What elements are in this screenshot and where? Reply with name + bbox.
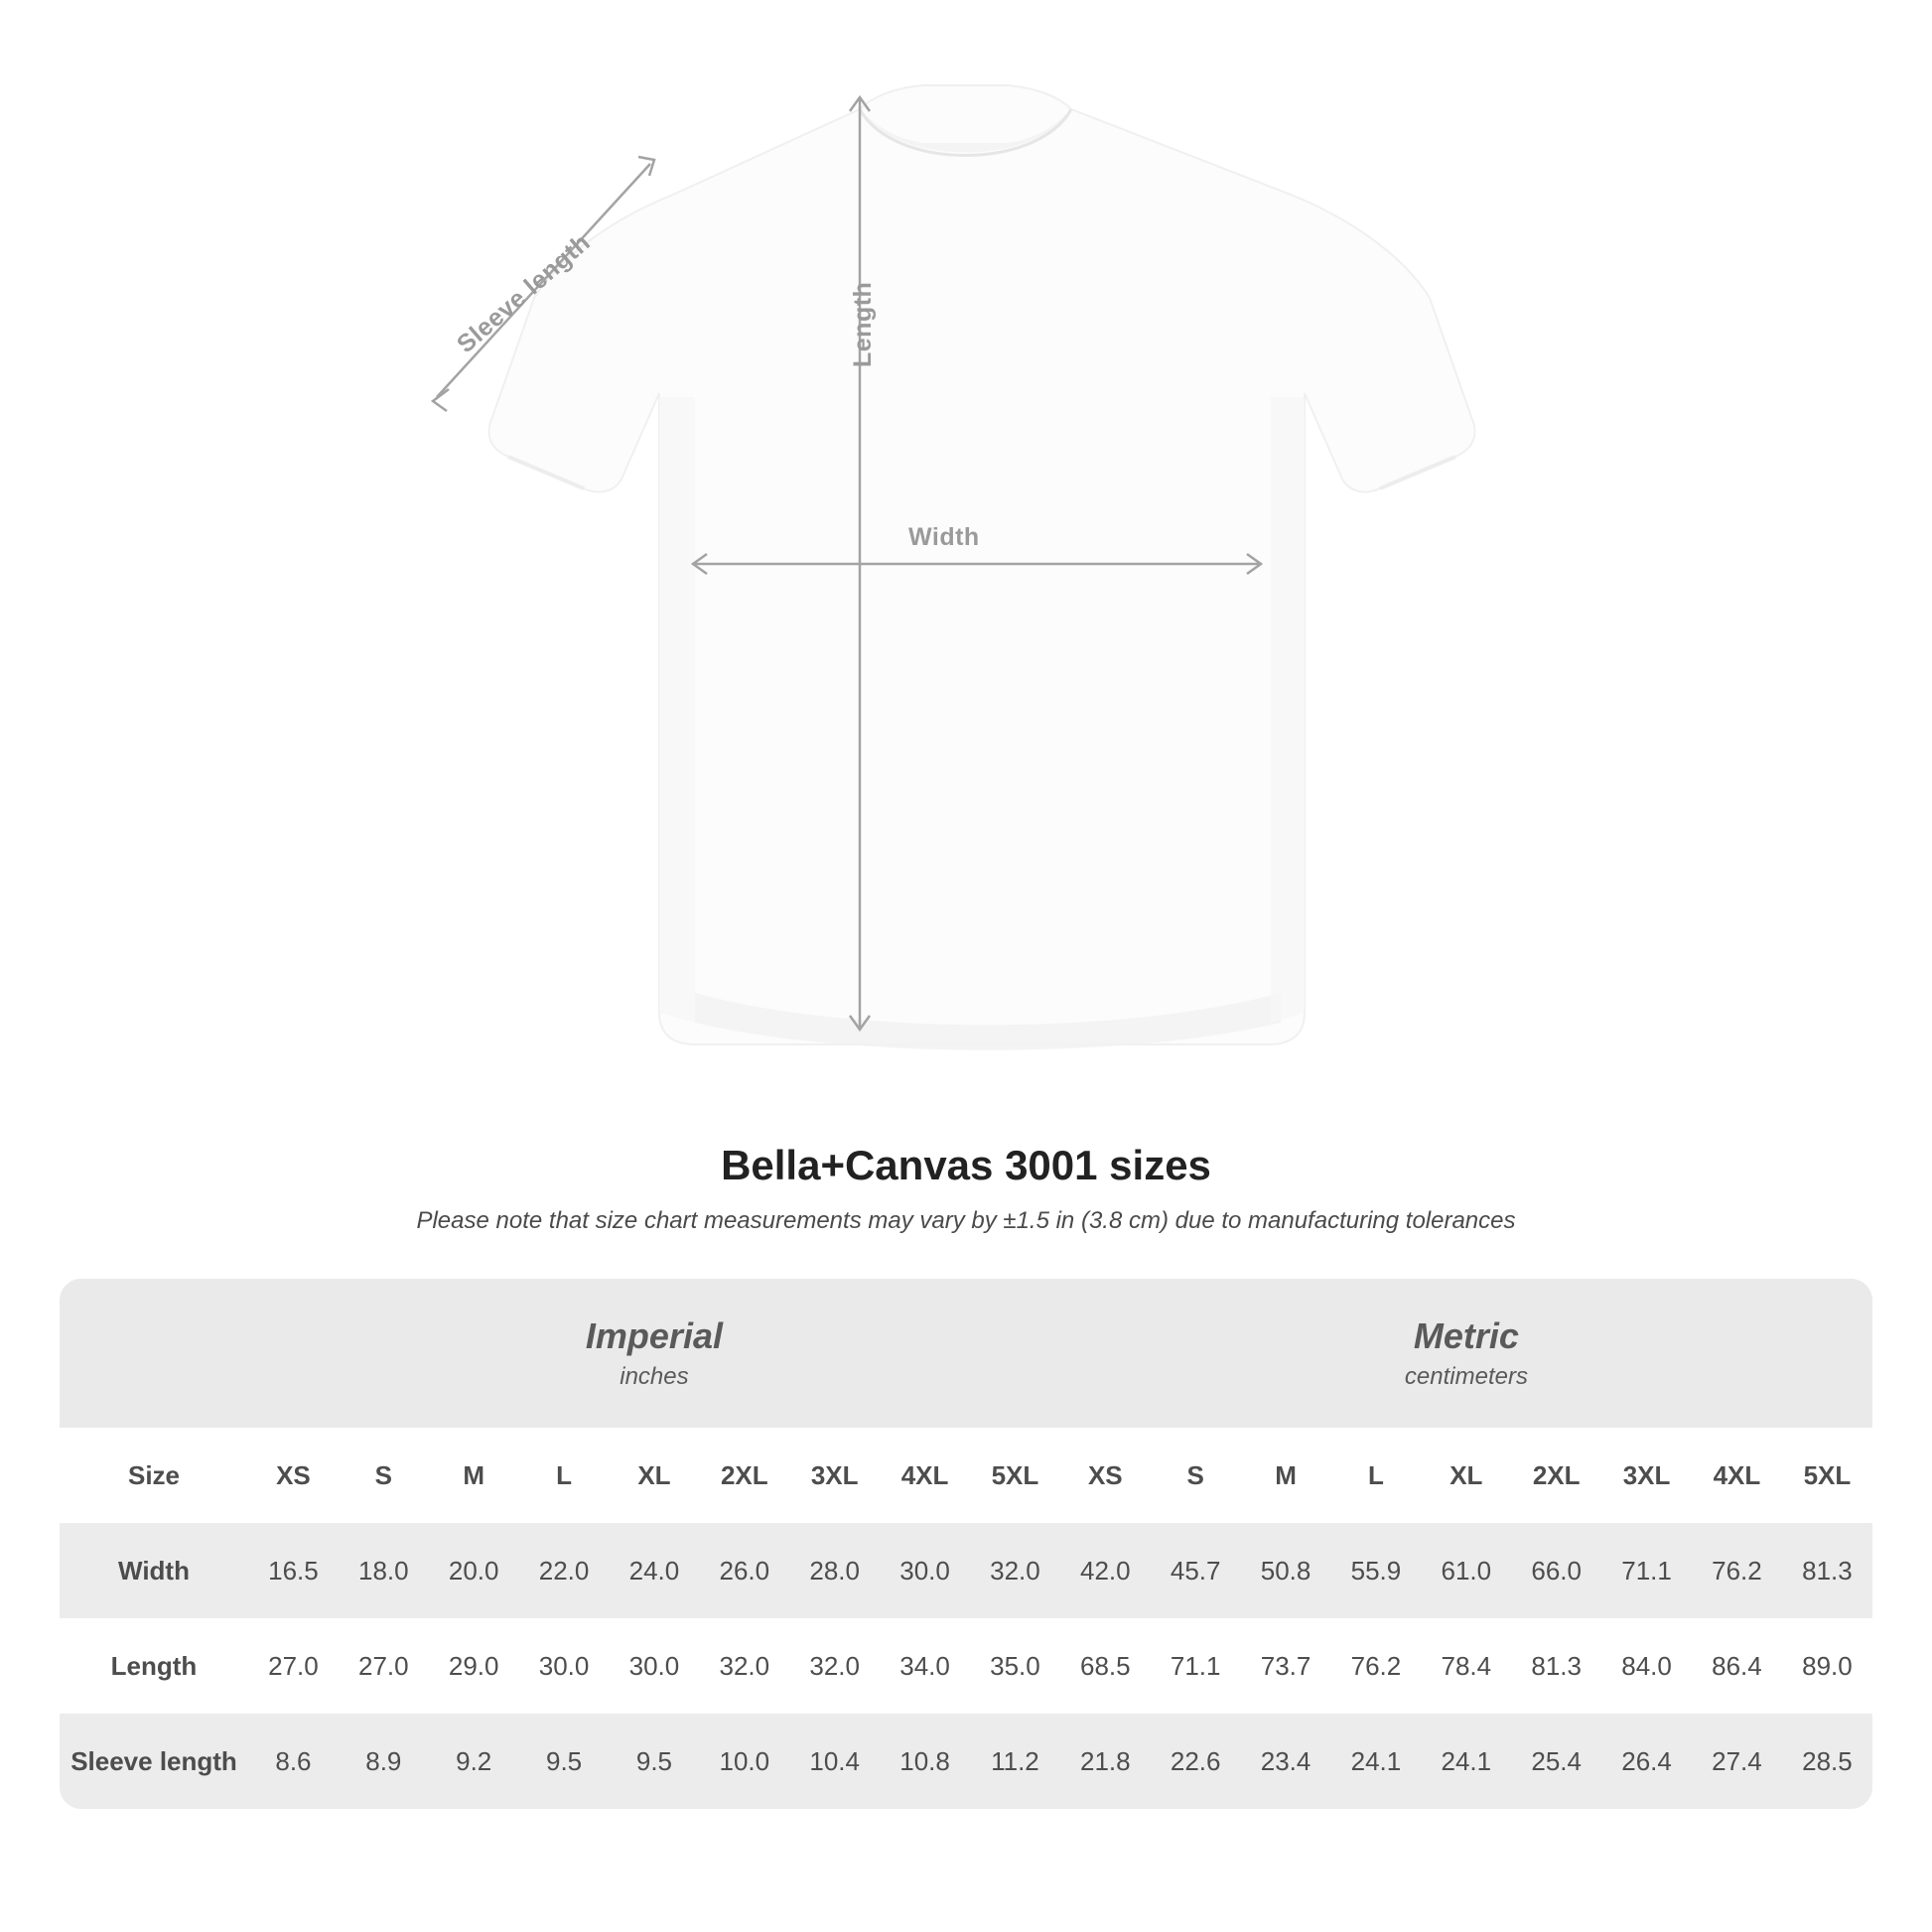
table-cell: 45.7 <box>1151 1523 1241 1618</box>
size-column-header: XL <box>1421 1428 1511 1523</box>
table-cell: 26.0 <box>699 1523 789 1618</box>
table-cell: 24.1 <box>1331 1714 1422 1809</box>
size-column-header: 5XL <box>970 1428 1060 1523</box>
unit-subtitle: centimeters <box>1404 1362 1528 1390</box>
table-cell: 20.0 <box>429 1523 519 1618</box>
unit-subtitle: inches <box>620 1362 689 1390</box>
size-column-header: 2XL <box>699 1428 789 1523</box>
table-cell: 68.5 <box>1060 1618 1151 1714</box>
row-header-length: Length <box>60 1618 248 1714</box>
table-cell: 10.8 <box>880 1714 970 1809</box>
table-cell: 32.0 <box>699 1618 789 1714</box>
table-cell: 71.1 <box>1601 1523 1692 1618</box>
table-cell: 16.5 <box>248 1523 339 1618</box>
table-cell: 10.4 <box>789 1714 880 1809</box>
table-cell: 55.9 <box>1331 1523 1422 1618</box>
table-cell: 76.2 <box>1692 1523 1782 1618</box>
size-column-header: M <box>429 1428 519 1523</box>
table-cell: 81.3 <box>1782 1523 1872 1618</box>
table-cell: 28.5 <box>1782 1714 1872 1809</box>
size-column-header: S <box>339 1428 429 1523</box>
table-cell: 8.6 <box>248 1714 339 1809</box>
table-cell: 84.0 <box>1601 1618 1692 1714</box>
table-cell: 89.0 <box>1782 1618 1872 1714</box>
size-column-header: 4XL <box>1692 1428 1782 1523</box>
table-cell: 34.0 <box>880 1618 970 1714</box>
size-column-header: 2XL <box>1511 1428 1601 1523</box>
size-column-header: L <box>1331 1428 1422 1523</box>
column-header-size: Size <box>60 1428 248 1523</box>
table-cell: 30.0 <box>610 1618 700 1714</box>
table-cell: 27.4 <box>1692 1714 1782 1809</box>
size-column-header: XS <box>248 1428 339 1523</box>
table-cell: 25.4 <box>1511 1714 1601 1809</box>
table-cell: 9.5 <box>610 1714 700 1809</box>
table-row <box>60 1714 1872 1809</box>
table-cell: 24.0 <box>610 1523 700 1618</box>
table-cell: 29.0 <box>429 1618 519 1714</box>
size-table <box>60 1279 1872 1809</box>
table-cell: 30.0 <box>880 1523 970 1618</box>
unit-name: Imperial <box>585 1315 723 1357</box>
unit-header-metric <box>1060 1279 1872 1428</box>
table-unit-row <box>60 1279 1872 1428</box>
sleeve-length-dimension-label: Sleeve length <box>452 227 596 359</box>
size-column-header: 5XL <box>1782 1428 1872 1523</box>
length-dimension-label: Length <box>849 281 877 367</box>
table-cell: 71.1 <box>1151 1618 1241 1714</box>
table-cell: 18.0 <box>339 1523 429 1618</box>
table-cell: 32.0 <box>970 1523 1060 1618</box>
table-cell: 78.4 <box>1421 1618 1511 1714</box>
size-column-header: 3XL <box>789 1428 880 1523</box>
size-column-header: S <box>1151 1428 1241 1523</box>
table-cell: 28.0 <box>789 1523 880 1618</box>
row-header-width: Width <box>60 1523 248 1618</box>
table-cell: 23.4 <box>1241 1714 1331 1809</box>
table-cell: 35.0 <box>970 1618 1060 1714</box>
table-cell: 10.0 <box>699 1714 789 1809</box>
table-row <box>60 1523 1872 1618</box>
table-cell: 42.0 <box>1060 1523 1151 1618</box>
title-block <box>0 1142 1932 1235</box>
table-cell: 21.8 <box>1060 1714 1151 1809</box>
table-cell: 27.0 <box>248 1618 339 1714</box>
size-column-header: L <box>519 1428 610 1523</box>
size-table-container <box>60 1279 1872 1809</box>
size-column-header: 4XL <box>880 1428 970 1523</box>
size-column-header: XS <box>1060 1428 1151 1523</box>
table-cell: 50.8 <box>1241 1523 1331 1618</box>
unit-header-imperial <box>248 1279 1060 1428</box>
table-cell: 9.5 <box>519 1714 610 1809</box>
width-dimension-label: Width <box>908 523 980 551</box>
table-cell: 22.6 <box>1151 1714 1241 1809</box>
table-cell: 81.3 <box>1511 1618 1601 1714</box>
table-cell: 76.2 <box>1331 1618 1422 1714</box>
table-cell: 22.0 <box>519 1523 610 1618</box>
table-cell: 86.4 <box>1692 1618 1782 1714</box>
row-header-sleeve-length: Sleeve length <box>60 1714 248 1809</box>
size-column-header: M <box>1241 1428 1331 1523</box>
unit-row-spacer <box>60 1279 248 1428</box>
table-cell: 11.2 <box>970 1714 1060 1809</box>
table-cell: 9.2 <box>429 1714 519 1809</box>
table-cell: 66.0 <box>1511 1523 1601 1618</box>
table-cell: 24.1 <box>1421 1714 1511 1809</box>
table-cell: 8.9 <box>339 1714 429 1809</box>
size-column-header: 3XL <box>1601 1428 1692 1523</box>
unit-name: Metric <box>1413 1315 1519 1357</box>
table-cell: 30.0 <box>519 1618 610 1714</box>
table-cell: 32.0 <box>789 1618 880 1714</box>
table-cell: 26.4 <box>1601 1714 1692 1809</box>
page-title: Bella+Canvas 3001 sizes <box>721 1142 1211 1188</box>
table-cell: 27.0 <box>339 1618 429 1714</box>
table-header-row <box>60 1428 1872 1523</box>
table-row <box>60 1618 1872 1714</box>
table-cell: 61.0 <box>1421 1523 1511 1618</box>
table-cell: 73.7 <box>1241 1618 1331 1714</box>
size-column-header: XL <box>610 1428 700 1523</box>
tolerance-note: Please note that size chart measurements may vary by ±1.5 in (3.8 cm) due to manufacturing tolerances <box>416 1207 1516 1234</box>
